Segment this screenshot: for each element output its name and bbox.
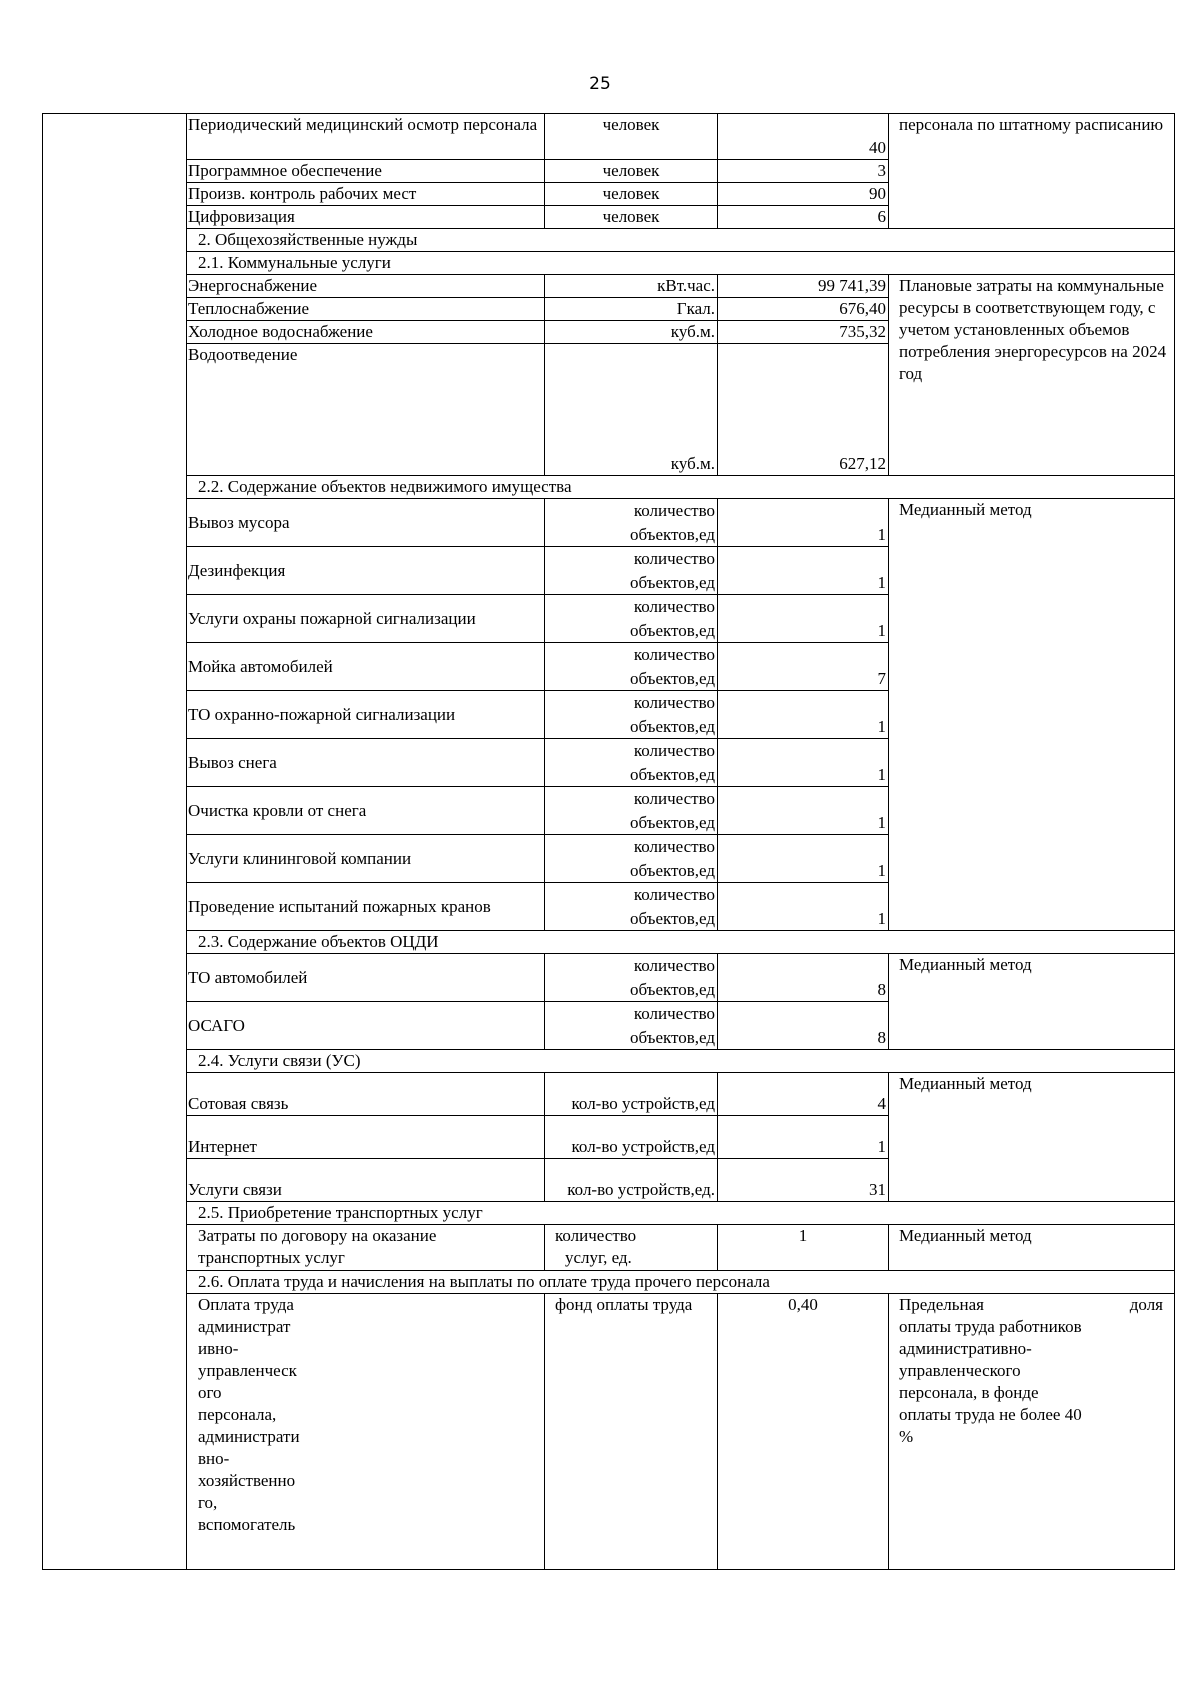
unit-line: объектов,ед bbox=[629, 979, 715, 999]
row-value: 735,32 bbox=[718, 321, 889, 344]
unit-line: объектов,ед bbox=[629, 620, 715, 640]
row-value: 8 bbox=[718, 1002, 889, 1050]
unit-line: количество bbox=[633, 837, 715, 856]
row-value: 90 bbox=[718, 183, 889, 206]
section-title: 2.1. Коммунальные услуги bbox=[187, 252, 1175, 275]
row-name: Периодический медицинский осмотр персонала bbox=[187, 114, 545, 160]
row-unit bbox=[545, 691, 718, 739]
row-name: Вывоз мусора bbox=[187, 499, 545, 547]
name-line: администрати bbox=[198, 1427, 300, 1446]
unit-line: объектов,ед bbox=[629, 572, 715, 592]
row-unit bbox=[545, 547, 718, 595]
row-value: 1 bbox=[718, 787, 889, 835]
unit-line: количество bbox=[633, 1004, 715, 1023]
table-row bbox=[43, 114, 1175, 160]
row-unit: человек bbox=[545, 114, 718, 160]
row-value: 1 bbox=[718, 691, 889, 739]
table-row bbox=[43, 275, 1175, 298]
row-name: Холодное водоснабжение bbox=[187, 321, 545, 344]
row-name: Водоотведение bbox=[187, 344, 545, 476]
row-value: 99 741,39 bbox=[718, 275, 889, 298]
section-title: 2.2. Содержание объектов недвижимого имущества bbox=[187, 476, 1175, 499]
row-name: ТО автомобилей bbox=[187, 954, 545, 1002]
row-name: Цифровизация bbox=[187, 206, 545, 229]
unit-line: количество bbox=[633, 693, 715, 712]
row-value: 8 bbox=[718, 954, 889, 1002]
row-value: 7 bbox=[718, 643, 889, 691]
row-name: Услуги охраны пожарной сигнализации bbox=[187, 595, 545, 643]
section-header-row bbox=[43, 931, 1175, 954]
unit-line: количество bbox=[555, 1226, 637, 1245]
name-line: администрат bbox=[198, 1317, 291, 1336]
row-value: 1 bbox=[718, 1225, 889, 1271]
row-unit: кол-во устройств,ед bbox=[545, 1116, 718, 1159]
row-unit bbox=[545, 835, 718, 883]
unit-line: количество bbox=[633, 885, 715, 904]
section-header-row bbox=[43, 1202, 1175, 1225]
row-value: 1 bbox=[718, 547, 889, 595]
row-name: Дезинфекция bbox=[187, 547, 545, 595]
row-unit bbox=[545, 643, 718, 691]
row-name: Сотовая связь bbox=[187, 1073, 545, 1116]
section-title: 2.5. Приобретение транспортных услуг bbox=[187, 1202, 1175, 1225]
row-unit: кол-во устройств,ед bbox=[545, 1073, 718, 1116]
name-line: вспомогатель bbox=[198, 1515, 296, 1534]
row-name: Проведение испытаний пожарных кранов bbox=[187, 883, 545, 931]
row-value: 31 bbox=[718, 1159, 889, 1202]
row-value: 1 bbox=[718, 883, 889, 931]
section-header-row bbox=[43, 1271, 1175, 1294]
unit-line: объектов,ед bbox=[629, 908, 715, 928]
row-value: 627,12 bbox=[718, 344, 889, 476]
section-title: 2.3. Содержание объектов ОЦДИ bbox=[187, 931, 1175, 954]
row-unit: человек bbox=[545, 183, 718, 206]
unit-line: объектов,ед bbox=[629, 764, 715, 784]
row-unit bbox=[545, 499, 718, 547]
row-unit bbox=[545, 595, 718, 643]
note-word: Предельная bbox=[899, 1295, 984, 1314]
row-name: Очистка кровли от снега bbox=[187, 787, 545, 835]
unit-line: количество bbox=[633, 597, 715, 616]
row-name: Вывоз снега bbox=[187, 739, 545, 787]
section-header-row bbox=[43, 1050, 1175, 1073]
row-name: Затраты по договору на оказание транспортных услуг bbox=[187, 1225, 545, 1271]
row-name: Произв. контроль рабочих мест bbox=[187, 183, 545, 206]
name-line: Оплата труда bbox=[198, 1295, 294, 1314]
table-row bbox=[43, 1225, 1175, 1271]
row-unit: человек bbox=[545, 206, 718, 229]
name-line: хозяйственно bbox=[198, 1471, 296, 1490]
section-header-row bbox=[43, 229, 1175, 252]
row-unit bbox=[545, 1002, 718, 1050]
note-word: доля bbox=[1129, 1295, 1163, 1314]
section-title: 2. Общехозяйственные нужды bbox=[187, 229, 1175, 252]
row-value: 1 bbox=[718, 595, 889, 643]
row-note bbox=[889, 1294, 1175, 1570]
left-margin-column bbox=[43, 114, 187, 1570]
row-unit bbox=[545, 883, 718, 931]
unit-line: количество bbox=[633, 789, 715, 808]
unit-line: количество bbox=[633, 549, 715, 568]
row-name: Услуги связи bbox=[187, 1159, 545, 1202]
row-unit bbox=[545, 787, 718, 835]
row-name: Мойка автомобилей bbox=[187, 643, 545, 691]
row-value: 1 bbox=[718, 835, 889, 883]
section-title: 2.6. Оплата труда и начисления на выплаты по оплате труда прочего персонала bbox=[187, 1271, 1175, 1294]
unit-line: объектов,ед bbox=[629, 1027, 715, 1047]
row-unit: куб.м. bbox=[545, 344, 718, 476]
row-unit bbox=[545, 954, 718, 1002]
row-value: 1 bbox=[718, 1116, 889, 1159]
cost-table bbox=[42, 113, 1175, 1570]
unit-line: количество bbox=[633, 956, 715, 975]
unit-line: количество bbox=[633, 741, 715, 760]
unit-line: количество bbox=[633, 501, 715, 520]
name-line: ивно- bbox=[198, 1339, 239, 1358]
unit-line: количество bbox=[633, 645, 715, 664]
row-unit: фонд оплаты труда bbox=[545, 1294, 718, 1570]
table-row bbox=[43, 954, 1175, 1002]
page-number: 25 bbox=[589, 74, 611, 94]
name-line: персонала, bbox=[198, 1405, 277, 1424]
note-first-line bbox=[899, 1294, 1173, 1316]
row-unit: Гкал. bbox=[545, 298, 718, 321]
row-note: Медианный метод bbox=[889, 1073, 1175, 1202]
unit-line: объектов,ед bbox=[629, 860, 715, 880]
unit-line: объектов,ед bbox=[629, 668, 715, 688]
row-value: 6 bbox=[718, 206, 889, 229]
row-unit: кВт.час. bbox=[545, 275, 718, 298]
row-name bbox=[187, 1294, 545, 1570]
row-note: Медианный метод bbox=[889, 499, 1175, 931]
row-value: 1 bbox=[718, 739, 889, 787]
row-name: Интернет bbox=[187, 1116, 545, 1159]
row-value: 40 bbox=[718, 114, 889, 160]
note-text: оплаты труда работников административно-управленческого персонала, в фонде оплаты труда не более 40 % bbox=[899, 1317, 1082, 1446]
row-name: Энергоснабжение bbox=[187, 275, 545, 298]
row-unit: куб.м. bbox=[545, 321, 718, 344]
row-note: Медианный метод bbox=[889, 1225, 1175, 1271]
row-unit: человек bbox=[545, 160, 718, 183]
row-unit bbox=[545, 1225, 718, 1271]
row-note: Плановые затраты на коммунальные ресурсы в соответствующем году, с учетом установленных объемов потребления энергоресурсов на 2024 год bbox=[889, 275, 1175, 476]
row-name: Теплоснабжение bbox=[187, 298, 545, 321]
section-header-row bbox=[43, 252, 1175, 275]
table-row bbox=[43, 1294, 1175, 1570]
name-line: ого bbox=[198, 1383, 222, 1402]
unit-line: объектов,ед bbox=[629, 716, 715, 736]
row-name: Программное обеспечение bbox=[187, 160, 545, 183]
unit-line: объектов,ед bbox=[629, 812, 715, 832]
row-note: Медианный метод bbox=[889, 954, 1175, 1050]
row-name: ОСАГО bbox=[187, 1002, 545, 1050]
row-value: 0,40 bbox=[718, 1294, 889, 1570]
row-unit: кол-во устройств,ед. bbox=[545, 1159, 718, 1202]
unit-line: услуг, ед. bbox=[565, 1248, 632, 1267]
table-row bbox=[43, 499, 1175, 547]
name-line: вно- bbox=[198, 1449, 230, 1468]
row-value: 4 bbox=[718, 1073, 889, 1116]
row-name: Услуги клининговой компании bbox=[187, 835, 545, 883]
row-note: персонала по штатному расписанию bbox=[889, 114, 1175, 229]
name-line: го, bbox=[198, 1493, 218, 1512]
row-unit bbox=[545, 739, 718, 787]
name-line: управленческ bbox=[198, 1361, 297, 1380]
row-value: 1 bbox=[718, 499, 889, 547]
row-name: ТО охранно-пожарной сигнализации bbox=[187, 691, 545, 739]
section-header-row bbox=[43, 476, 1175, 499]
unit-line: объектов,ед bbox=[629, 524, 715, 544]
row-value: 676,40 bbox=[718, 298, 889, 321]
section-title: 2.4. Услуги связи (УС) bbox=[187, 1050, 1175, 1073]
table-row bbox=[43, 1073, 1175, 1116]
row-value: 3 bbox=[718, 160, 889, 183]
